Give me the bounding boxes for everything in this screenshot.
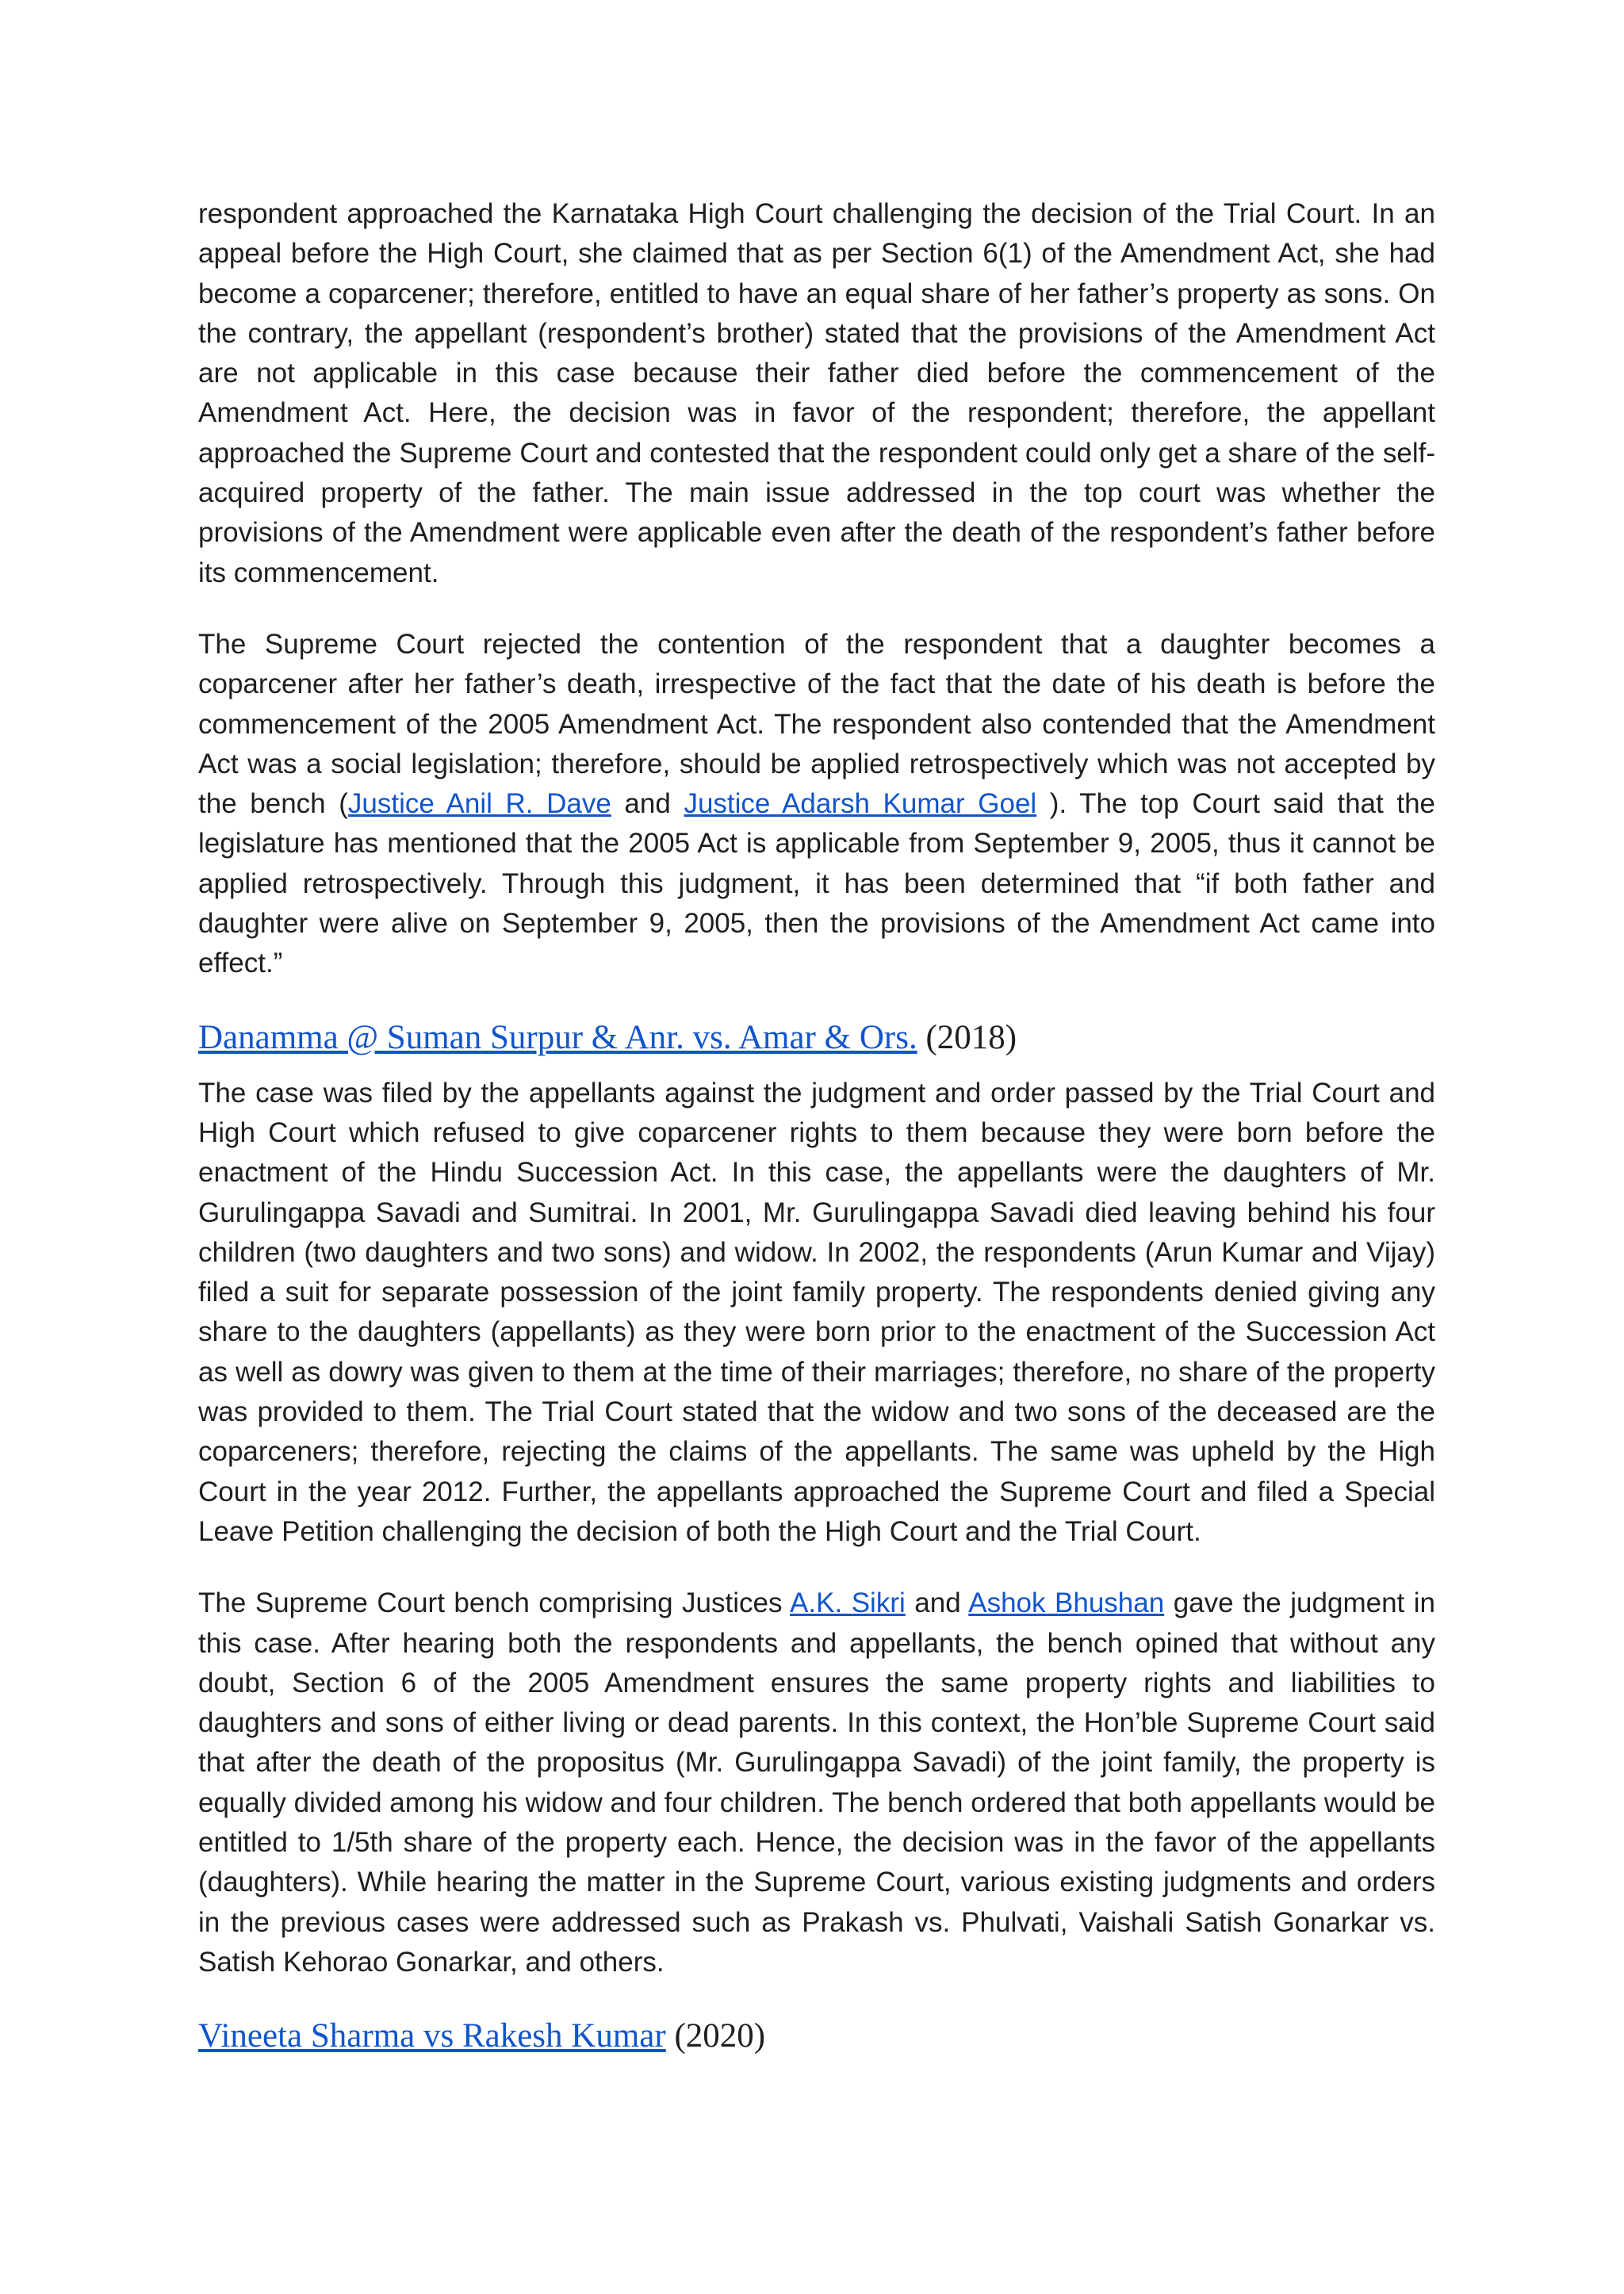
paragraph-2 — [198, 625, 1435, 984]
case-heading-vineeta-sharma-year: (2020) — [665, 2017, 766, 2055]
paragraph-3-text: The case was filed by the appellants against the judgment and order passed by the Trial Court and High Court which refused to give coparcener rights to them because they were born before the enactment of the Hindu Succession Act. In this case, the appellants were the daughters of Mr. Gurulingappa Savadi and Sumitrai. In 2001, Mr. Gurulingappa Savadi died leaving behind his four children (two daughters and two sons) and widow. In 2002, the respondents (Arun Kumar and Vijay) filed a suit for separate possession of the joint family property. The respondents denied giving any share to the daughters (appellants) as they were born prior to the enactment of the Succession Act as well as dowry was given to them at the time of their marriages; therefore, no share of the property was provided to them. The Trial Court stated that the widow and two sons of the deceased are the coparceners; therefore, rejecting the claims of the appellants. The same was upheld by the High Court in the year 2012. Further, the appellants approached the Supreme Court and filed a Special Leave Petition challenging the decision of both the High Court and the Trial Court. — [198, 1077, 1435, 1547]
justice-adarsh-kumar-goel-link[interactable]: Justice Adarsh Kumar Goel — [684, 788, 1037, 820]
case-heading-danamma — [198, 1016, 1435, 1060]
paragraph-1-text: respondent approached the Karnataka High Court challenging the decision of the Trial Court. In an appeal before the High Court, she claimed that as per Section 6(1) of the Amendment Act, she had become a coparcener; therefore, entitled to have an equal share of her father’s property as sons. On the contrary, the appellant (respondent’s brother) stated that the provisions of the Amendment Act are not applicable in this case because their father died before the commencement of the Amendment Act. Here, the decision was in favor of the respondent; therefore, the appellant approached the Supreme Court and contested that the respondent could only get a share of the self-acquired property of the father. The main issue addressed in the top court was whether the provisions of the Amendment were applicable even after the death of the respondent’s father before its commencement. — [198, 198, 1435, 588]
paragraph-2-text-2: and — [611, 788, 684, 820]
danamma-case-link[interactable]: Danamma @ Suman Surpur & Anr. vs. Amar & Ors. — [198, 1018, 917, 1056]
ashok-bhushan-link[interactable]: Ashok Bhushan — [968, 1587, 1165, 1619]
paragraph-1 — [198, 194, 1435, 593]
paragraph-4 — [198, 1584, 1435, 1982]
paragraph-3 — [198, 1074, 1435, 1553]
case-heading-vineeta-sharma — [198, 2014, 1435, 2058]
vineeta-sharma-case-link[interactable]: Vineeta Sharma vs Rakesh Kumar — [198, 2017, 666, 2055]
paragraph-2-text-3: ). The top Court said that the legislature has mentioned that the 2005 Act is applicable from September 9, 2005, thus it cannot be applied retrospectively. Through this judgment, it has been determined that “if both father and daughter were alive on September 9, 2005, then the provisions of the Amendment Act came into effect.” — [198, 788, 1435, 979]
paragraph-4-text-2: and — [905, 1587, 969, 1619]
ak-sikri-link[interactable]: A.K. Sikri — [790, 1587, 906, 1619]
case-heading-danamma-year: (2018) — [917, 1018, 1017, 1056]
paragraph-4-text-1: The Supreme Court bench comprising Justices — [198, 1587, 791, 1619]
paragraph-4-text-3: gave the judgment in this case. After hearing both the respondents and appellants, the bench opined that without any doubt, Section 6 of the 2005 Amendment ensures the same property rights and liabilities to daughters and sons of either living or dead parents. In this context, the Hon’ble Supreme Court said that after the death of the propositus (Mr. Gurulingappa Savadi) of the joint family, the property is equally divided among his widow and four children. The bench ordered that both appellants would be entitled to 1/5th share of the property each. Hence, the decision was in the favor of the appellants (daughters). While hearing the matter in the Supreme Court, various existing judgments and orders in the previous cases were addressed such as Prakash vs. Phulvati, Vaishali Satish Gonarkar vs. Satish Kehorao Gonarkar, and others. — [198, 1587, 1436, 1978]
paragraph-2-text-1: The Supreme Court rejected the contention of the respondent that a daughter becomes a coparcener after her father’s death, irrespective of the fact that the date of his death is before the commencement of the 2005 Amendment Act. The respondent also contended that the Amendment Act was a social legislation; therefore, should be applied retrospectively which was not accepted by the bench ( — [198, 628, 1435, 820]
justice-anil-r-dave-link[interactable]: Justice Anil R. Dave — [347, 788, 611, 820]
document-page — [198, 194, 1435, 2072]
